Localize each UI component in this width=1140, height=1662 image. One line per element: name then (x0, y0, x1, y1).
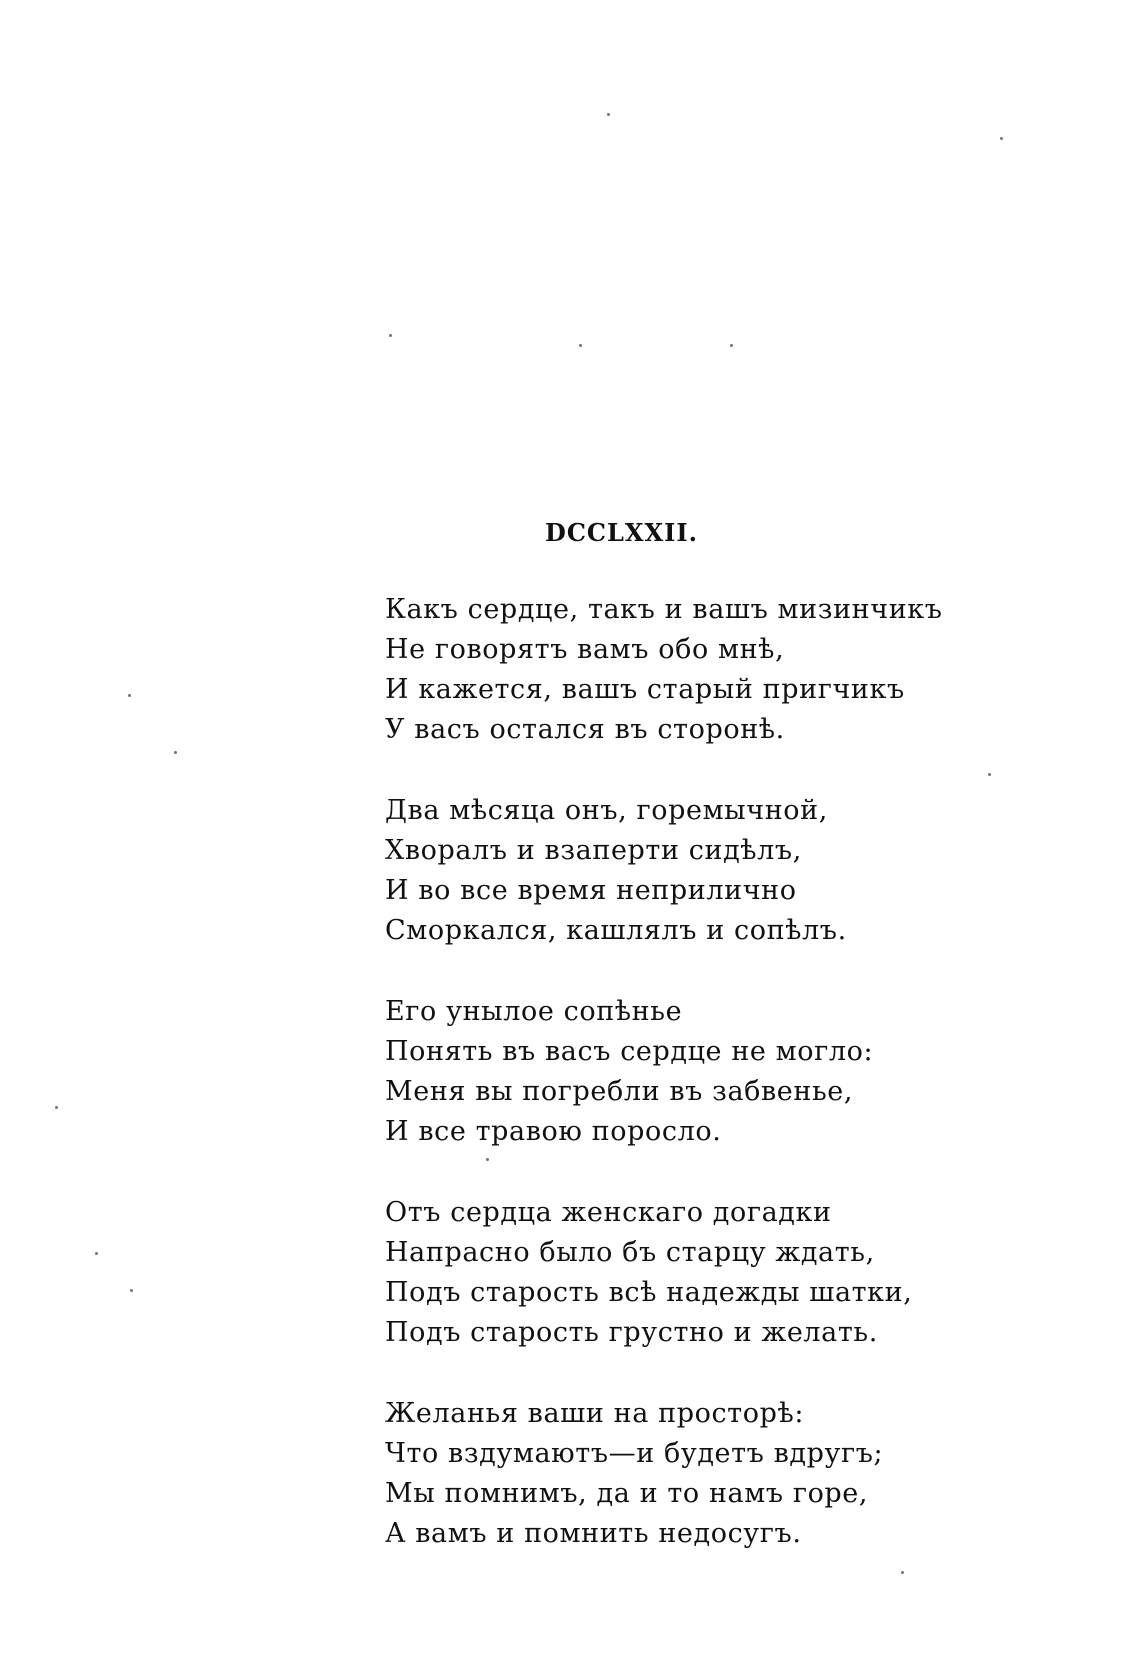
print-speck (389, 334, 392, 337)
print-speck (174, 751, 177, 754)
poem-line: Мы помнимъ, да и то намъ горе, (385, 1478, 869, 1509)
poem-line: Подъ старость всѣ надежды шатки, (385, 1277, 913, 1308)
print-speck (1000, 137, 1003, 140)
stanza (385, 1394, 1105, 1554)
poem-line: У васъ остался въ сторонѣ. (385, 714, 785, 745)
poem-line: Понять въ васъ сердце не могло: (385, 1036, 874, 1067)
print-speck (55, 1106, 58, 1109)
stanza (385, 791, 1105, 951)
poem-line: Два мѣсяца онъ, горемычной, (385, 795, 828, 826)
print-speck (95, 1252, 98, 1255)
poem-line: И все травою поросло. (385, 1116, 722, 1147)
poem-line: Желанья ваши на просторѣ: (385, 1398, 805, 1429)
poem-body (385, 590, 1105, 1595)
poem-line: Какъ сердце, такъ и вашъ мизинчикъ (385, 594, 943, 625)
poem-line: И кажется, вашъ старый пригчикъ (385, 674, 905, 705)
poem-line: Подъ старость грустно и желать. (385, 1317, 878, 1348)
print-speck (730, 344, 733, 347)
poem-line: Что вздумаютъ—и будетъ вдругъ; (385, 1438, 884, 1469)
stanza (385, 1193, 1105, 1353)
poem-line: Хворалъ и взаперти сидѣлъ, (385, 835, 802, 866)
poem-line: А вамъ и помнить недосугъ. (385, 1518, 802, 1549)
poem-line: Отъ сердца женскаго догадки (385, 1197, 832, 1228)
poem-line: Напрасно было бъ старцу ждать, (385, 1237, 875, 1268)
stanza (385, 992, 1105, 1152)
poem-line: Меня вы погребли въ забвенье, (385, 1076, 854, 1107)
poem-number-title: DCCLXXII. (545, 518, 698, 547)
poem-line: И во все время неприлично (385, 875, 797, 906)
poem-line: Его унылое сопѣнье (385, 996, 683, 1027)
print-speck (607, 113, 610, 116)
stanza (385, 590, 1105, 750)
poem-line: Сморкался, кашлялъ и сопѣлъ. (385, 915, 847, 946)
print-speck (128, 694, 131, 697)
poem-line: Не говорятъ вамъ обо мнѣ, (385, 634, 785, 665)
print-speck (579, 344, 582, 347)
print-speck (130, 1289, 133, 1292)
